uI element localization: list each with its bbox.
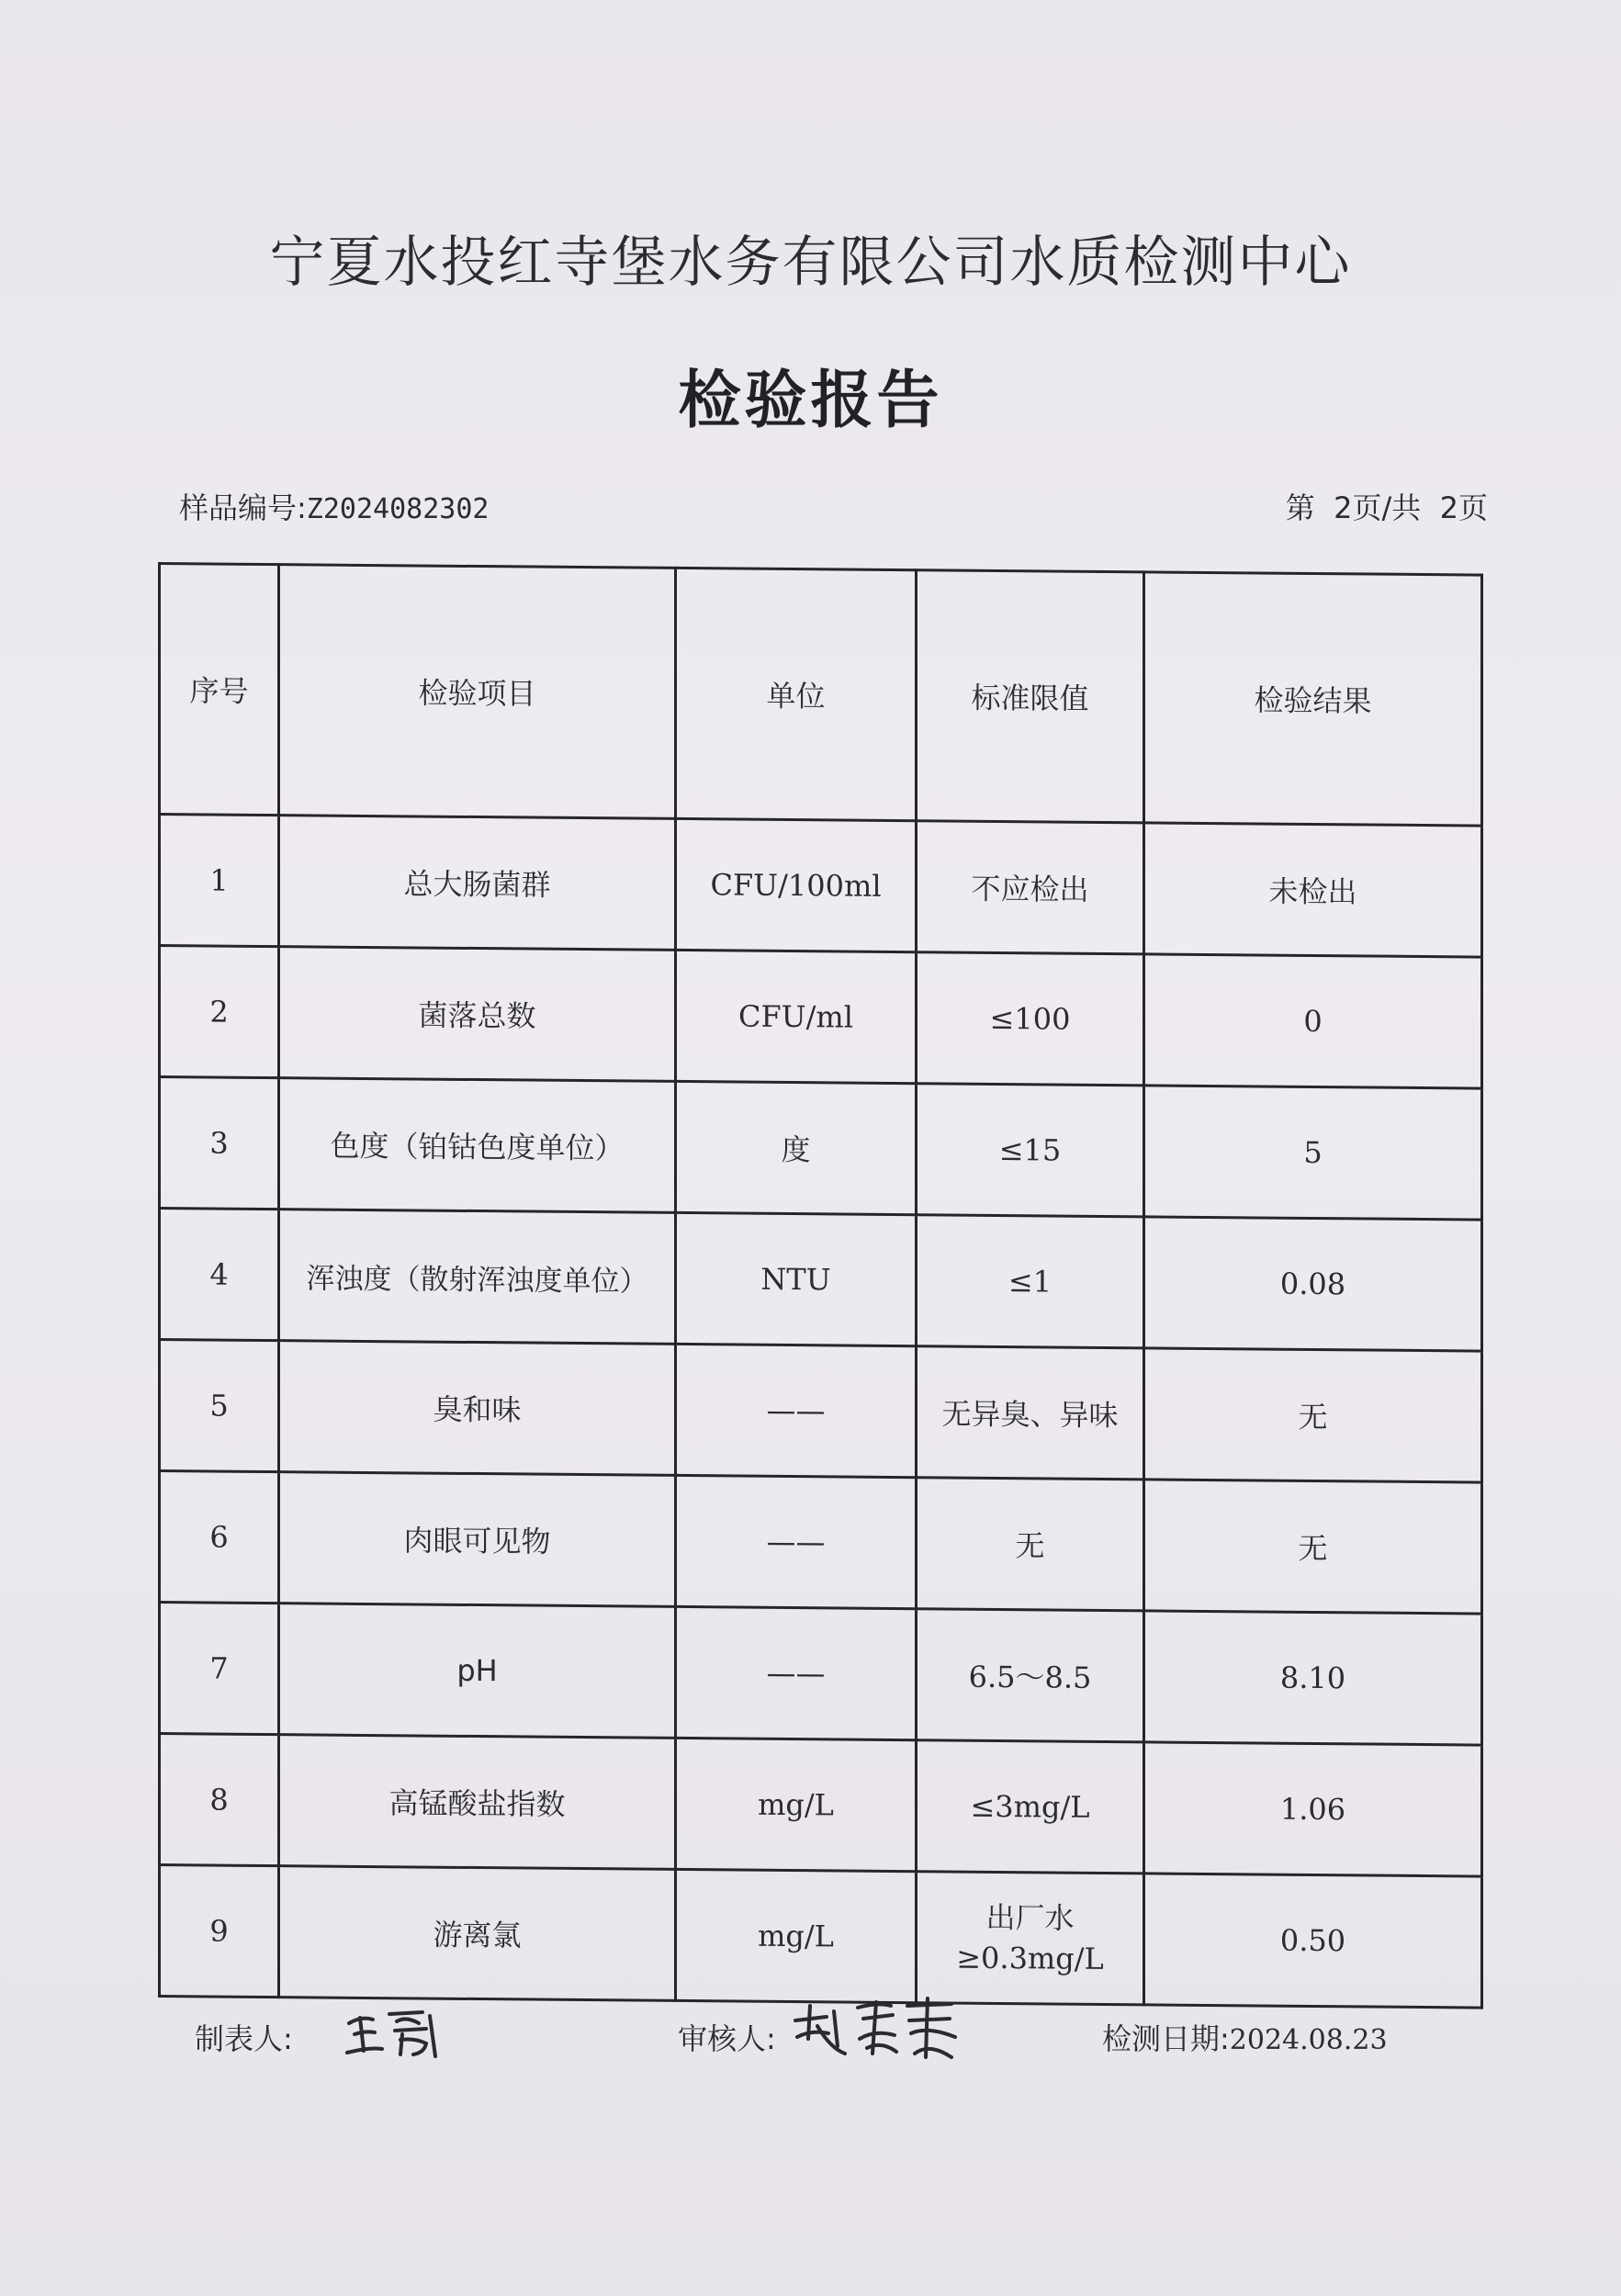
cell-no: 7 [160,1603,279,1735]
table-row [160,1734,1482,1877]
cell-item: 肉眼可见物 [279,1472,676,1607]
cell-no: 9 [160,1865,279,1998]
maker-signature [342,1998,443,2062]
reviewer-signature [790,1993,964,2066]
cell-unit: 度 [676,1081,917,1214]
cell-limit [917,1872,1144,2005]
table-row [160,815,1482,958]
col-header-item: 检验项目 [279,565,676,819]
cell-limit: 无 [917,1478,1144,1611]
col-header-no: 序号 [160,564,279,816]
cell-result: 无 [1144,1480,1482,1614]
cell-unit: mg/L [676,1738,917,1871]
cell-unit: CFU/100ml [676,818,917,951]
test-date [1102,2016,1388,2058]
cell-unit: —— [676,1606,917,1739]
cell-no: 8 [160,1734,279,1866]
cell-limit: 6.5～8.5 [917,1609,1144,1742]
cell-item: 游离氯 [279,1866,676,2001]
table-row [160,1471,1482,1615]
page-info: 第 2页/共 2页 [1285,490,1488,525]
cell-unit: —— [676,1344,917,1477]
table-row [160,1077,1482,1221]
cell-limit: ≤1 [917,1215,1144,1348]
inspection-table [158,562,1483,2009]
table-row [160,1340,1482,1483]
test-date-value: 2024.08.23 [1229,2024,1388,2056]
cell-limit: ≤15 [917,1084,1144,1217]
cell-no: 4 [160,1209,279,1341]
cell-no: 2 [160,946,279,1078]
table-header-row [160,564,1482,827]
sample-number-label: 样品编号: [179,490,307,525]
cell-result: 未检出 [1144,823,1482,957]
cell-no: 6 [160,1471,279,1604]
table-row [160,1209,1482,1352]
cell-limit: ≤100 [917,952,1144,1086]
maker-label: 制表人: [195,2021,293,2056]
sample-number [179,485,489,527]
cell-unit: —— [676,1475,917,1608]
cell-unit: NTU [676,1212,917,1345]
cell-result: 1.06 [1144,1742,1482,1876]
cell-result: 5 [1144,1086,1482,1220]
cell-result: 8.10 [1144,1611,1482,1745]
cell-unit: CFU/ml [676,950,917,1083]
cell-result: 无 [1144,1348,1482,1482]
cell-item: 色度（铂钴色度单位） [279,1078,676,1213]
cell-limit-line1: 出厂水 [985,1899,1075,1936]
sample-number-value: Z2024082302 [306,493,490,525]
col-header-result: 检验结果 [1144,572,1482,826]
col-header-limit: 标准限值 [917,570,1144,823]
cell-limit: 无异臭、异味 [917,1346,1144,1480]
table-row [160,946,1482,1089]
test-date-label: 检测日期: [1102,2021,1230,2056]
cell-no: 3 [160,1077,279,1210]
cell-result: 0.50 [1144,1874,1482,2008]
cell-item: 菌落总数 [279,947,676,1082]
col-header-unit: 单位 [676,568,917,820]
cell-limit: 不应检出 [917,821,1144,954]
cell-result: 0 [1144,954,1482,1088]
reviewer-label: 审核人: [678,2021,776,2056]
table-row [160,1603,1482,1746]
cell-item: 总大肠菌群 [279,816,676,951]
cell-limit-line2: ≥0.3mg/L [956,1940,1104,1976]
cell-result: 0.08 [1144,1217,1482,1351]
cell-item: 臭和味 [279,1341,676,1476]
cell-no: 1 [160,815,279,947]
cell-item: 浑浊度（散射浑浊度单位） [279,1210,676,1345]
table-row [160,1865,1482,2009]
cell-unit: mg/L [676,1869,917,2002]
cell-limit: ≤3mg/L [917,1740,1144,1874]
cell-no: 5 [160,1340,279,1472]
cell-item: pH [279,1604,676,1739]
organization-title: 宁夏水投红寺堡水务有限公司水质检测中心 [269,231,1352,295]
report-title: 检验报告 [678,365,943,437]
cell-item: 高锰酸盐指数 [279,1735,676,1870]
